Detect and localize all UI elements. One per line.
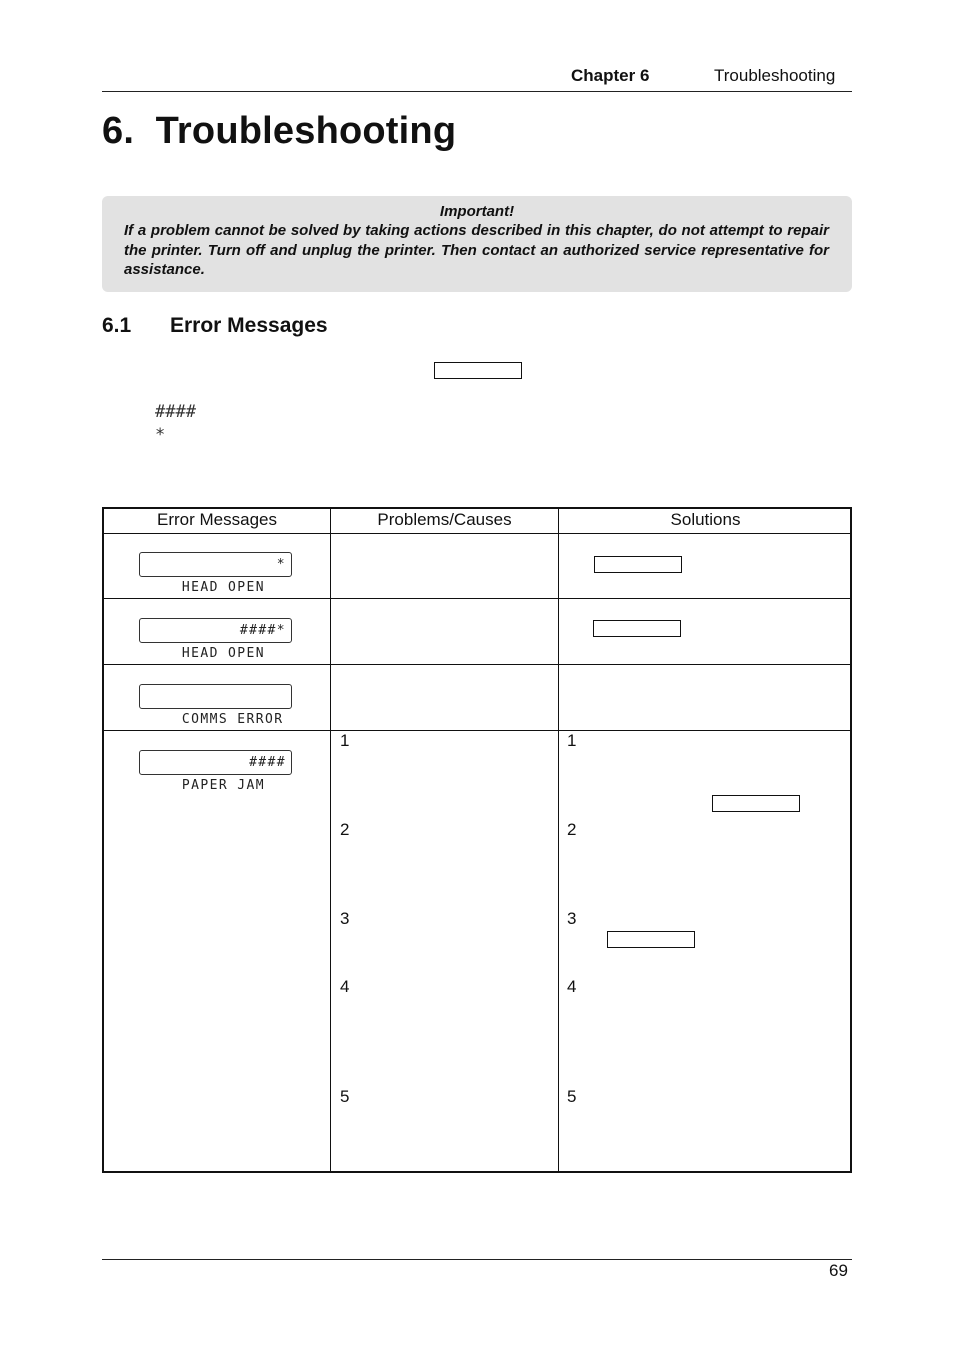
table-header-error-messages: Error Messages [157,510,277,529]
lcd-message-head-open-count [139,618,292,661]
error-messages-table [102,507,852,1173]
key-label-box [434,362,522,379]
lcd-message-suffix: * [276,557,286,572]
lcd-message-text: PAPER JAM [181,778,265,793]
table-row-divider [104,533,850,534]
header-title: Troubleshooting [714,66,836,85]
solution-number: 5 [567,1087,577,1106]
legend-star-symbol: * [155,425,166,445]
page-title: 6. Troubleshooting [102,110,457,152]
lcd-message-text: HEAD OPEN [181,646,265,661]
lcd-message-suffix: #### [249,755,286,770]
cause-number: 2 [340,820,350,839]
section-number: 6.1 [102,314,132,337]
cause-number: 5 [340,1087,350,1106]
lcd-message-text: HEAD OPEN [181,580,265,595]
footer-divider [102,1259,852,1260]
solution-number: 3 [567,909,577,928]
header-chapter: Chapter 6 [571,66,650,85]
lcd-message-comms-error [139,684,292,727]
section-title: Error Messages [170,314,328,337]
table-header-problems-causes: Problems/Causes [377,510,512,529]
cause-number: 1 [340,731,350,750]
lcd-message-text: COMMS ERROR [181,712,284,727]
solution-key-box [593,620,681,637]
important-label: Important! [439,203,515,220]
important-text: If a problem cannot be solved by taking actions described in this chapter, do not attempt to repair the printer. Turn off and unplug the printer. Then contact an authorized service representative for assistance. [124,222,829,278]
cause-number: 3 [340,909,350,928]
lcd-message-head-open [139,552,292,595]
table-column-divider [330,509,331,1171]
table-column-divider [558,509,559,1171]
solution-number: 1 [567,731,577,750]
solution-number: 4 [567,977,577,996]
solution-key-box [594,556,682,573]
solution-key-box [712,795,800,812]
page-number: 69 [829,1261,848,1280]
table-header-solutions: Solutions [670,510,741,529]
solution-key-box [607,931,695,948]
header-divider [102,91,852,92]
solution-number: 2 [567,820,577,839]
cause-number: 4 [340,977,350,996]
lcd-message-suffix: ####* [239,623,286,638]
lcd-message-paper-jam [139,750,292,793]
legend-hash-symbol: #### [155,402,196,422]
